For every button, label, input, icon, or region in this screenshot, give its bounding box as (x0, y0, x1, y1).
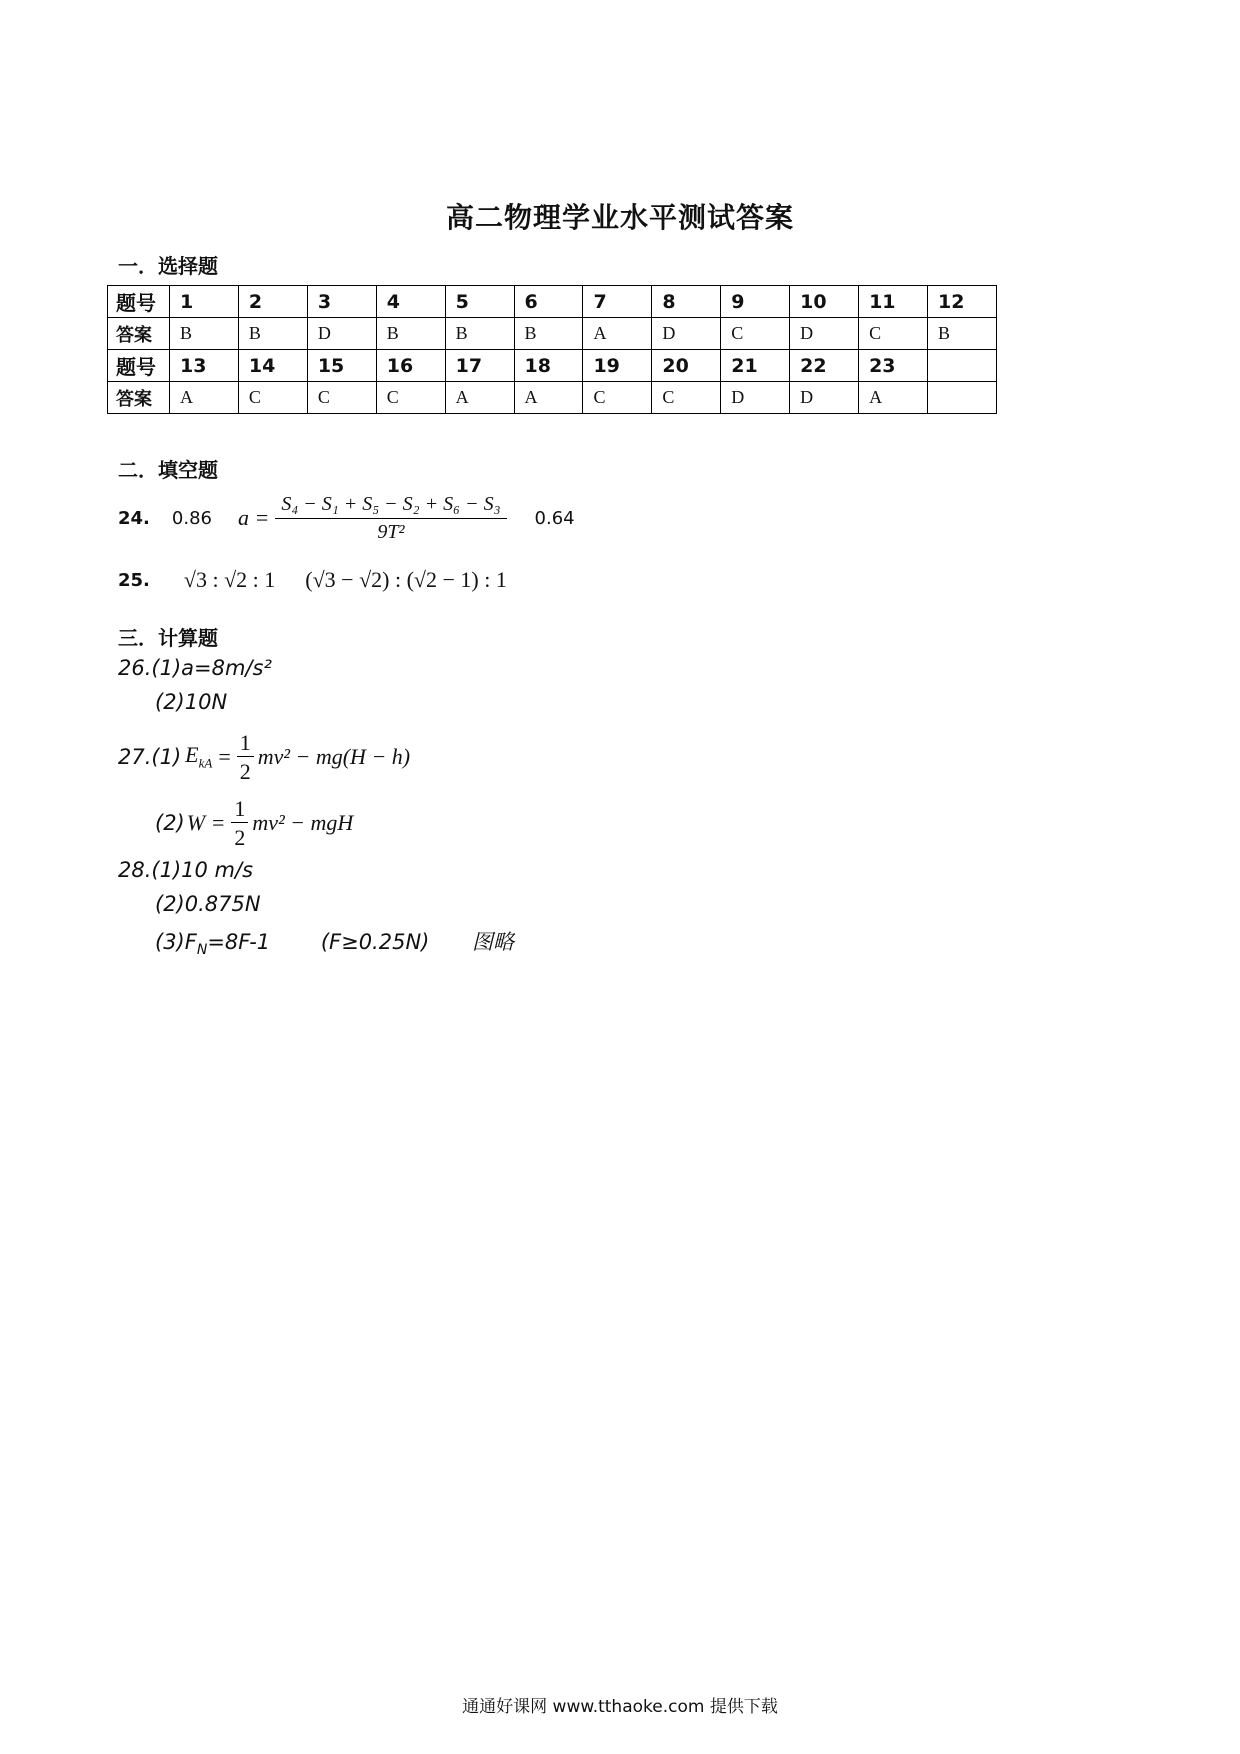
table-cell: B (170, 318, 239, 350)
question-number: 24. (118, 507, 150, 529)
table-cell: A (445, 382, 514, 414)
table-cell: C (376, 382, 445, 414)
table-row (108, 350, 997, 382)
table-cell: C (859, 318, 928, 350)
row-label: 题号 (108, 286, 170, 318)
table-cell: 14 (238, 350, 307, 382)
table-cell: 9 (721, 286, 790, 318)
table-cell: 12 (927, 286, 996, 318)
formula-rest: mv² − mgH (252, 810, 354, 835)
row-label: 题号 (108, 350, 170, 382)
table-cell: B (238, 318, 307, 350)
table-cell: 3 (307, 286, 376, 318)
acceleration-formula (275, 493, 506, 544)
table-cell: A (859, 382, 928, 414)
energy-symbol: E (185, 742, 199, 768)
formula-lhs: W = (186, 810, 226, 835)
table-cell: 17 (445, 350, 514, 382)
table-cell: D (721, 382, 790, 414)
equals-sign: = (218, 744, 231, 769)
table-cell: D (790, 382, 859, 414)
force-subscript: N (196, 942, 208, 959)
force-relation: =8F-1 (207, 930, 271, 954)
table-cell: 10 (790, 286, 859, 318)
table-cell: B (376, 318, 445, 350)
question-26-part2: (2)10N (155, 690, 228, 714)
ratio-answer: (√3 − √2) : (√2 − 1) : 1 (305, 567, 507, 592)
table-cell: 13 (170, 350, 239, 382)
table-cell: 19 (583, 350, 652, 382)
table-cell: D (652, 318, 721, 350)
force-symbol: (3)F (155, 930, 197, 954)
table-cell: 20 (652, 350, 721, 382)
table-cell: C (583, 382, 652, 414)
formula-denominator: 9T² (377, 520, 405, 543)
answer-table (107, 285, 997, 414)
table-cell: C (307, 382, 376, 414)
table-cell: D (790, 318, 859, 350)
table-cell: 1 (170, 286, 239, 318)
graph-omitted-note: 图略 (472, 930, 515, 954)
row-label: 答案 (108, 382, 170, 414)
table-cell: B (445, 318, 514, 350)
page-title: 高二物理学业水平测试答案 (445, 201, 794, 234)
question-label: (2) (155, 811, 185, 835)
table-cell: B (927, 318, 996, 350)
table-cell: C (238, 382, 307, 414)
table-cell: B (514, 318, 583, 350)
table-cell: 7 (583, 286, 652, 318)
section-fill-heading: 二．填空题 (118, 458, 218, 482)
formula-numerator: S₄ − S₁ + S₅ − S₂ + S₆ − S₃ (275, 493, 506, 519)
footer-source: 通通好课网 www.tthaoke.com 提供下载 (462, 1697, 778, 1717)
ratio-answer: √3 : √2 : 1 (183, 567, 276, 592)
fraction-denominator: 2 (234, 824, 246, 850)
table-cell: 15 (307, 350, 376, 382)
half-fraction (231, 796, 248, 851)
table-row (108, 286, 997, 318)
table-cell: 8 (652, 286, 721, 318)
table-cell: 2 (238, 286, 307, 318)
table-cell: 16 (376, 350, 445, 382)
question-label: 27.(1) (118, 745, 182, 769)
table-row (108, 318, 997, 350)
table-cell: A (514, 382, 583, 414)
answer-value: 0.86 (171, 507, 212, 529)
table-cell: C (652, 382, 721, 414)
table-cell: 21 (721, 350, 790, 382)
table-cell: D (307, 318, 376, 350)
formula-lhs: a = (237, 505, 270, 530)
table-cell: 23 (859, 350, 928, 382)
table-cell: 5 (445, 286, 514, 318)
table-cell: 22 (790, 350, 859, 382)
question-27-part1 (118, 722, 410, 792)
table-cell: A (170, 382, 239, 414)
row-label: 答案 (108, 318, 170, 350)
formula-rest: mv² − mg(H − h) (257, 744, 411, 769)
table-cell: 6 (514, 286, 583, 318)
fraction-numerator: 1 (237, 730, 254, 757)
formula-lhs (185, 742, 212, 771)
force-condition: (F≥0.25N) (320, 930, 430, 954)
table-cell (927, 350, 996, 382)
section-calc-heading: 三．计算题 (118, 626, 218, 650)
question-25 (118, 560, 507, 600)
question-24 (118, 488, 575, 548)
question-28-part1: 28.(1)10 m/s (118, 858, 254, 882)
section-choice-heading: 一．选择题 (118, 254, 218, 278)
table-row (108, 382, 997, 414)
table-cell: 4 (376, 286, 445, 318)
energy-subscript: kA (198, 755, 213, 771)
table-cell: 18 (514, 350, 583, 382)
half-fraction (237, 730, 254, 785)
answer-value: 0.64 (534, 507, 575, 529)
table-cell: A (583, 318, 652, 350)
question-27-part2 (155, 788, 353, 858)
table-cell (927, 382, 996, 414)
question-number: 25. (118, 569, 150, 591)
fraction-denominator: 2 (239, 758, 251, 784)
question-26-part1: 26.(1)a=8m/s² (118, 656, 272, 680)
question-28-part2: (2)0.875N (155, 892, 261, 916)
table-cell: C (721, 318, 790, 350)
table-cell: 11 (859, 286, 928, 318)
fraction-numerator: 1 (231, 796, 248, 823)
question-28-part3 (155, 926, 514, 958)
